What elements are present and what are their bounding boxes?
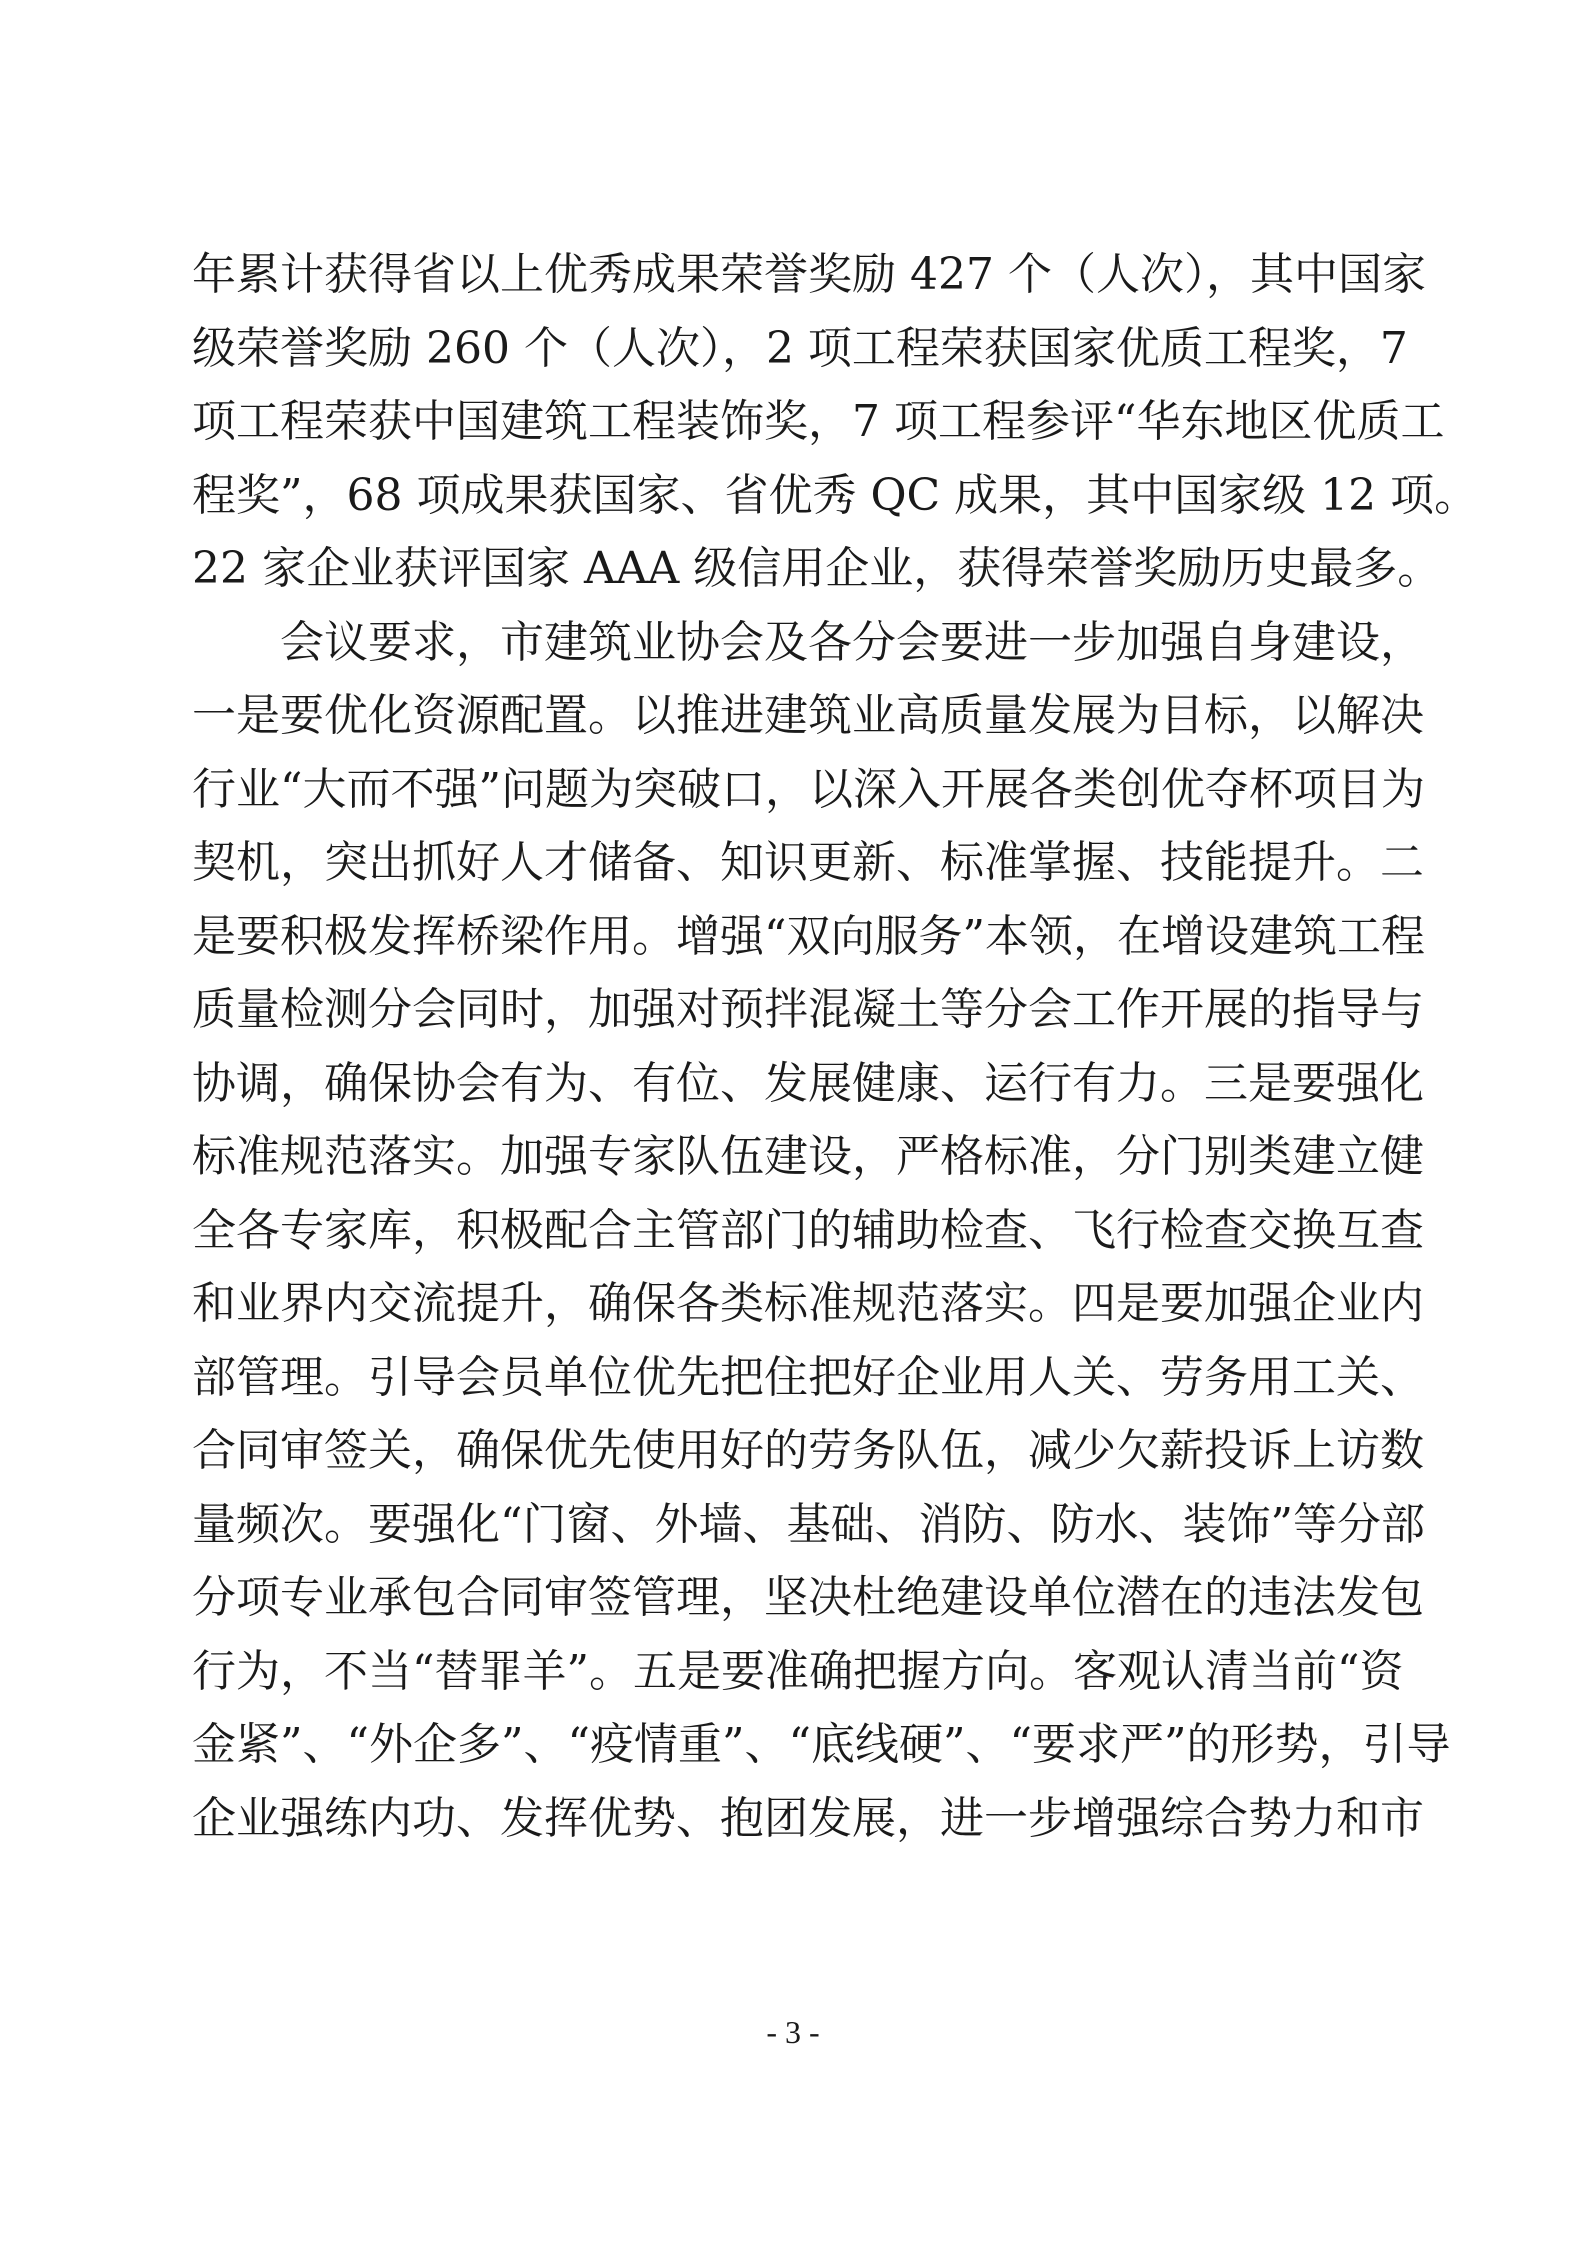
text-line: 契机，突出抓好人才储备、知识更新、标准掌握、技能提升。二 — [192, 837, 1424, 888]
text-line: 金紧”、“外企多”、“疫情重”、“底线硬”、“要求严”的形势，引导 — [192, 1719, 1451, 1770]
text-line: 全各专家库，积极配合主管部门的辅助检查、飞行检查交换互查 — [192, 1204, 1424, 1256]
text-line: 合同审签关，确保优先使用好的劳务队伍，减少欠薪投诉上访数 — [192, 1425, 1424, 1476]
text-line: 会议要求，市建筑业协会及各分会要进一步加强自身建设， — [280, 616, 1424, 668]
text-line: 是要积极发挥桥梁作用。增强“双向服务”本领，在增设建筑工程 — [192, 910, 1425, 962]
page-number: - 3 - — [766, 2014, 820, 2050]
text-line: 行为，不当“替罪羊”。五是要准确把握方向。客观认清当前“资 — [192, 1645, 1404, 1697]
text-line: 级荣誉奖励 260 个（人次），2 项工程荣获国家优质工程奖，7 — [192, 322, 1408, 374]
text-line: 和业界内交流提升，确保各类标准规范落实。四是要加强企业内 — [192, 1278, 1424, 1329]
text-line: 分项专业承包合同审签管理，坚决杜绝建设单位潜在的违法发包 — [192, 1572, 1424, 1623]
text-line: 行业“大而不强”问题为突破口，以深入开展各类创优夺杯项目为 — [192, 763, 1425, 815]
text-line: 22 家企业获评国家 AAA 级信用企业，获得荣誉奖励历史最多。 — [192, 543, 1442, 594]
text-line: 标准规范落实。加强专家队伍建设，严格标准，分门别类建立健 — [192, 1131, 1424, 1182]
text-line: 程奖”，68 项成果获国家、省优秀 QC 成果，其中国家级 12 项。 — [192, 469, 1479, 521]
text-line: 企业强练内功、发挥优势、抱团发展，进一步增强综合势力和市 — [192, 1792, 1424, 1844]
text-line: 项工程荣获中国建筑工程装饰奖，7 项工程参评“华东地区优质工 — [192, 396, 1445, 447]
text-line: 协调，确保协会有为、有位、发展健康、运行有力。三是要强化 — [192, 1057, 1424, 1109]
text-line: 质量检测分会同时，加强对预拌混凝土等分会工作开展的指导与 — [192, 984, 1424, 1035]
text-line: 年累计获得省以上优秀成果荣誉奖励 427 个（人次），其中国家 — [192, 249, 1426, 300]
text-line: 一是要优化资源配置。以推进建筑业高质量发展为目标，以解决 — [192, 690, 1424, 741]
text-line: 部管理。引导会员单位优先把住把好企业用人关、劳务用工关、 — [192, 1351, 1424, 1403]
text-line: 量频次。要强化“门窗、外墙、基础、消防、防水、装饰”等分部 — [192, 1498, 1425, 1550]
body-text — [192, 238, 1479, 1855]
